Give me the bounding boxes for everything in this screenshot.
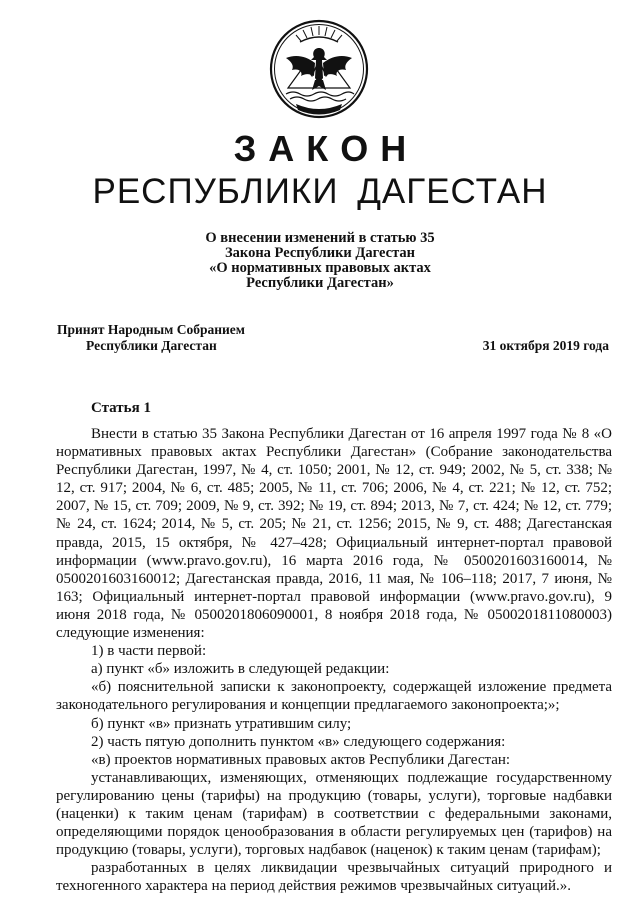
paragraph: разработанных в целях ликвидации чрезвычайных ситуаций природного и техногенного характера на период действия режимов чрезвычайных ситуаций.». xyxy=(56,860,612,895)
article-title: Статья 1 xyxy=(91,400,151,416)
law-heading xyxy=(0,231,640,291)
list-item: 2) часть пятую дополнить пунктом «в» следующего содержания: xyxy=(91,733,506,750)
dagestan-coat-of-arms-icon xyxy=(268,18,370,122)
adoption-date: 31 октября 2019 года xyxy=(482,338,609,353)
adopted-line: Республики Дагестан xyxy=(86,338,217,353)
article-intro: Внести в статью 35 Закона Республики Дагестан от 16 апреля 1997 года № 8 «О нормативных правовых актах Республики Дагестан» (Собрание законодательства Республики Дагестан, 1997, № 4, ст. 1050; 2001, № 12, ст. 949; 2002, № 5, ст. 338; № 12, ст. 917; 2004, № 6, ст. 485; 2005, № 11, ст. 706; 2006, № 4, ст. 221; № 12, ст. 752; 2007, № 15, ст. 709; 2009, № 9, ст. 392; № 19, ст. 894; 2013, № 7, ст. 424; № 12, ст. 779; № 24, ст. 1624; 2014, № 5, ст. 205; № 21, ст. 1256; 2015, № 9, ст. 488; Дагестанская правда, 2015, 15 октября, № 427–428; Официальный интернет-портал правовой информации (www.pravo.gov.ru), 16 марта 2016 года, № 0500201603160014, № 0500201603160012; Дагестанская правда, 2016, 11 мая, № 106–118; 2017, 7 июня, № 163; Официальный интернет-портал правовой информации (www.pravo.gov.ru), 9 июня 2018 года, № 0500201806090001, 8 ноября 2018 года, № 0500201811080003) следующие изменения: xyxy=(56,426,612,642)
article-body xyxy=(56,425,612,895)
paragraph: устанавливающих, изменяющих, отменяющих подлежащие государственному регулированию цены (тарифы) на продукцию (товары, услуги), торговые надбавки (наценки) к таким ценам (тарифам) в соответствии с федеральными законами, определяющими порядок ценообразования в области регулируемых цен (тарифов) на продукцию (товары, услуги), торговых надбавок (наценок) к таким ценам (тарифам); xyxy=(56,769,612,859)
law-title: ЗАКОН xyxy=(233,128,419,169)
list-item: а) пункт «б» изложить в следующей редакции: xyxy=(91,661,390,678)
adopted-line: Принят Народным Собранием xyxy=(57,322,245,337)
heading-line: О внесении изменений в статью 35 xyxy=(205,230,435,246)
heading-line: Республики Дагестан» xyxy=(246,275,394,291)
list-item: б) пункт «в» признать утратившим силу; xyxy=(91,715,352,732)
adoption-block xyxy=(57,322,245,354)
quoted-text: «б) пояснительной записки к законопроекту, содержащей изложение предмета законодательного регулирования и концепции предлагаемого законопроекта;»; xyxy=(56,679,612,714)
heading-line: Закона Республики Дагестан xyxy=(225,245,415,261)
law-subtitle: РЕСПУБЛИКИ ДАГЕСТАН xyxy=(92,172,548,211)
quoted-text: «в) проектов нормативных правовых актов Республики Дагестан: xyxy=(91,751,511,768)
heading-line: «О нормативных правовых актах xyxy=(209,260,431,276)
list-item: 1) в части первой: xyxy=(91,643,207,660)
